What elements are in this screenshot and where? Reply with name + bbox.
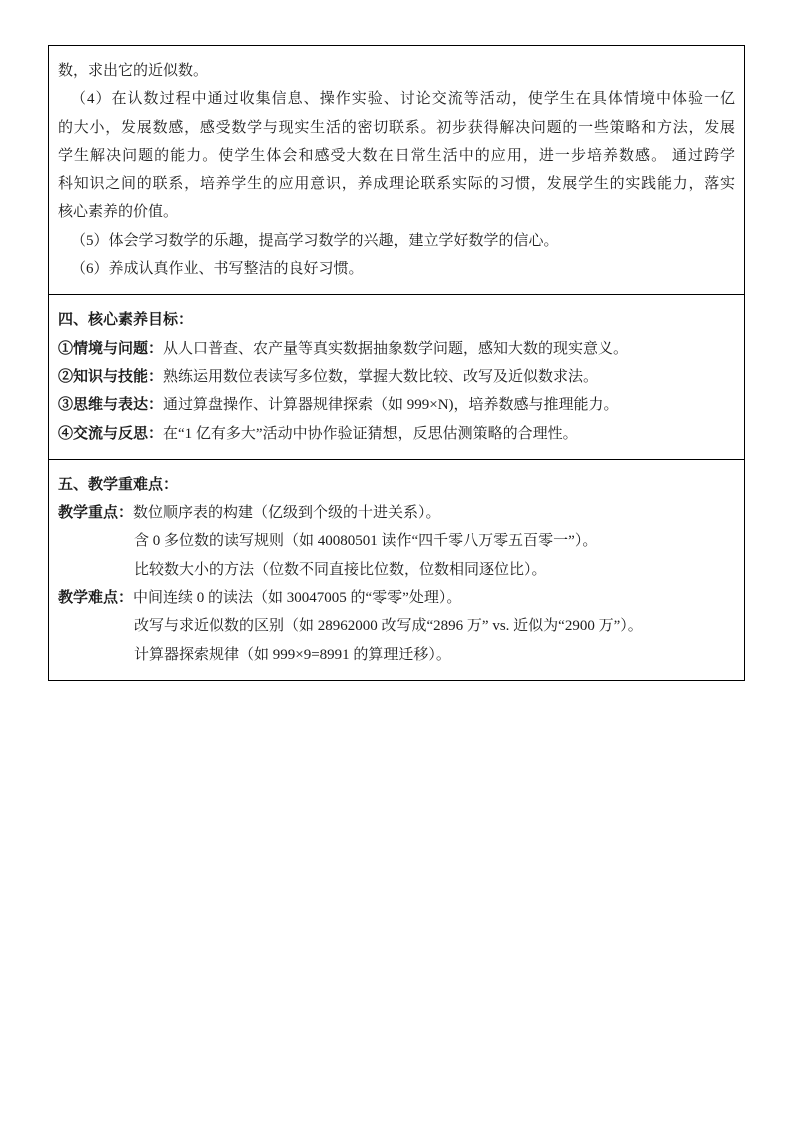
core-literacy-item xyxy=(58,391,735,419)
core-item-label: ②知识与技能： xyxy=(58,368,164,385)
focus-item-content: 数位顺序表的构建（亿级到个级的十进关系）。 xyxy=(133,505,441,522)
focus-heading: 五、教学重难点： xyxy=(58,476,179,493)
focus-item-content: 计算器探索规律（如 999×9=8991 的算理迁移）。 xyxy=(134,646,451,663)
section-key-difficult-points xyxy=(49,459,744,680)
focus-item-label: 教学难点： xyxy=(58,590,134,607)
core-item-content: 在“1 亿有多大”活动中协作验证猜想，反思估测策略的合理性。 xyxy=(163,425,578,442)
focus-item-key xyxy=(58,499,735,527)
core-literacy-heading: 四、核心素养目标： xyxy=(58,312,194,329)
focus-item-content: 改写与求近似数的区别（如 28962000 改写成“2896 万” vs. 近似为“2900 万”）。 xyxy=(134,618,643,635)
section-teaching-goals xyxy=(49,46,744,294)
focus-item-label: 教学重点： xyxy=(58,505,134,522)
lesson-plan-table xyxy=(48,45,745,681)
core-item-content: 通过算盘操作、计算器规律探索（如 999×N)，培养数感与推理能力。 xyxy=(163,397,619,414)
core-item-label: ①情境与问题： xyxy=(58,340,164,357)
core-item-content: 从人口普查、农产量等真实数据抽象数学问题，感知大数的现实意义。 xyxy=(163,340,629,357)
goals-line: 科知识之间的联系，培养学生的应用意识，养成理论联系实际的习惯，发展学生的实践能力，落实 xyxy=(58,176,735,193)
focus-item-content: 含 0 多位数的读写规则（如 40080501 读作“四千零八万零五百零一”）。 xyxy=(134,533,598,550)
core-literacy-item xyxy=(58,363,735,391)
goals-line: （4）在认数过程中通过收集信息、操作实验、讨论交流等活动，使学生在具体情境中体验一亿 xyxy=(71,91,735,108)
core-literacy-item xyxy=(58,335,735,363)
focus-item-continuation xyxy=(58,612,735,640)
goals-line: 数，求出它的近似数。 xyxy=(58,63,209,79)
core-item-label: ③思维与表达： xyxy=(58,397,164,414)
section-core-literacy xyxy=(49,294,744,458)
focus-item-difficult xyxy=(58,584,735,612)
focus-item-content: 中间连续 0 的读法（如 30047005 的“零零”处理）。 xyxy=(133,590,462,607)
focus-item-continuation xyxy=(58,527,735,555)
goals-line: （5）体会学习数学的乐趣，提高学习数学的兴趣，建立学好数学的信心。 xyxy=(71,232,559,249)
core-item-label: ④交流与反思： xyxy=(58,425,164,442)
goals-line: 的大小，发展数感，感受数学与现实生活的密切联系。初步获得解决问题的一些策略和方法，发展 xyxy=(58,119,735,136)
focus-item-content: 比较数大小的方法（位数不同直接比位数，位数相同逐位比）。 xyxy=(134,561,547,578)
focus-item-continuation xyxy=(58,556,735,584)
goals-line: 核心素养的价值。 xyxy=(58,204,179,221)
core-item-content: 熟练运用数位表读写多位数，掌握大数比较、改写及近似数求法。 xyxy=(163,368,599,385)
focus-item-continuation xyxy=(58,641,735,669)
goals-line: （6）养成认真作业、书写整洁的良好习惯。 xyxy=(71,261,364,278)
core-literacy-item xyxy=(58,420,735,448)
goals-line: 学生解决问题的能力。使学生体会和感受大数在日常生活中的应用，进一步培养数感。 通过跨学 xyxy=(58,147,735,164)
